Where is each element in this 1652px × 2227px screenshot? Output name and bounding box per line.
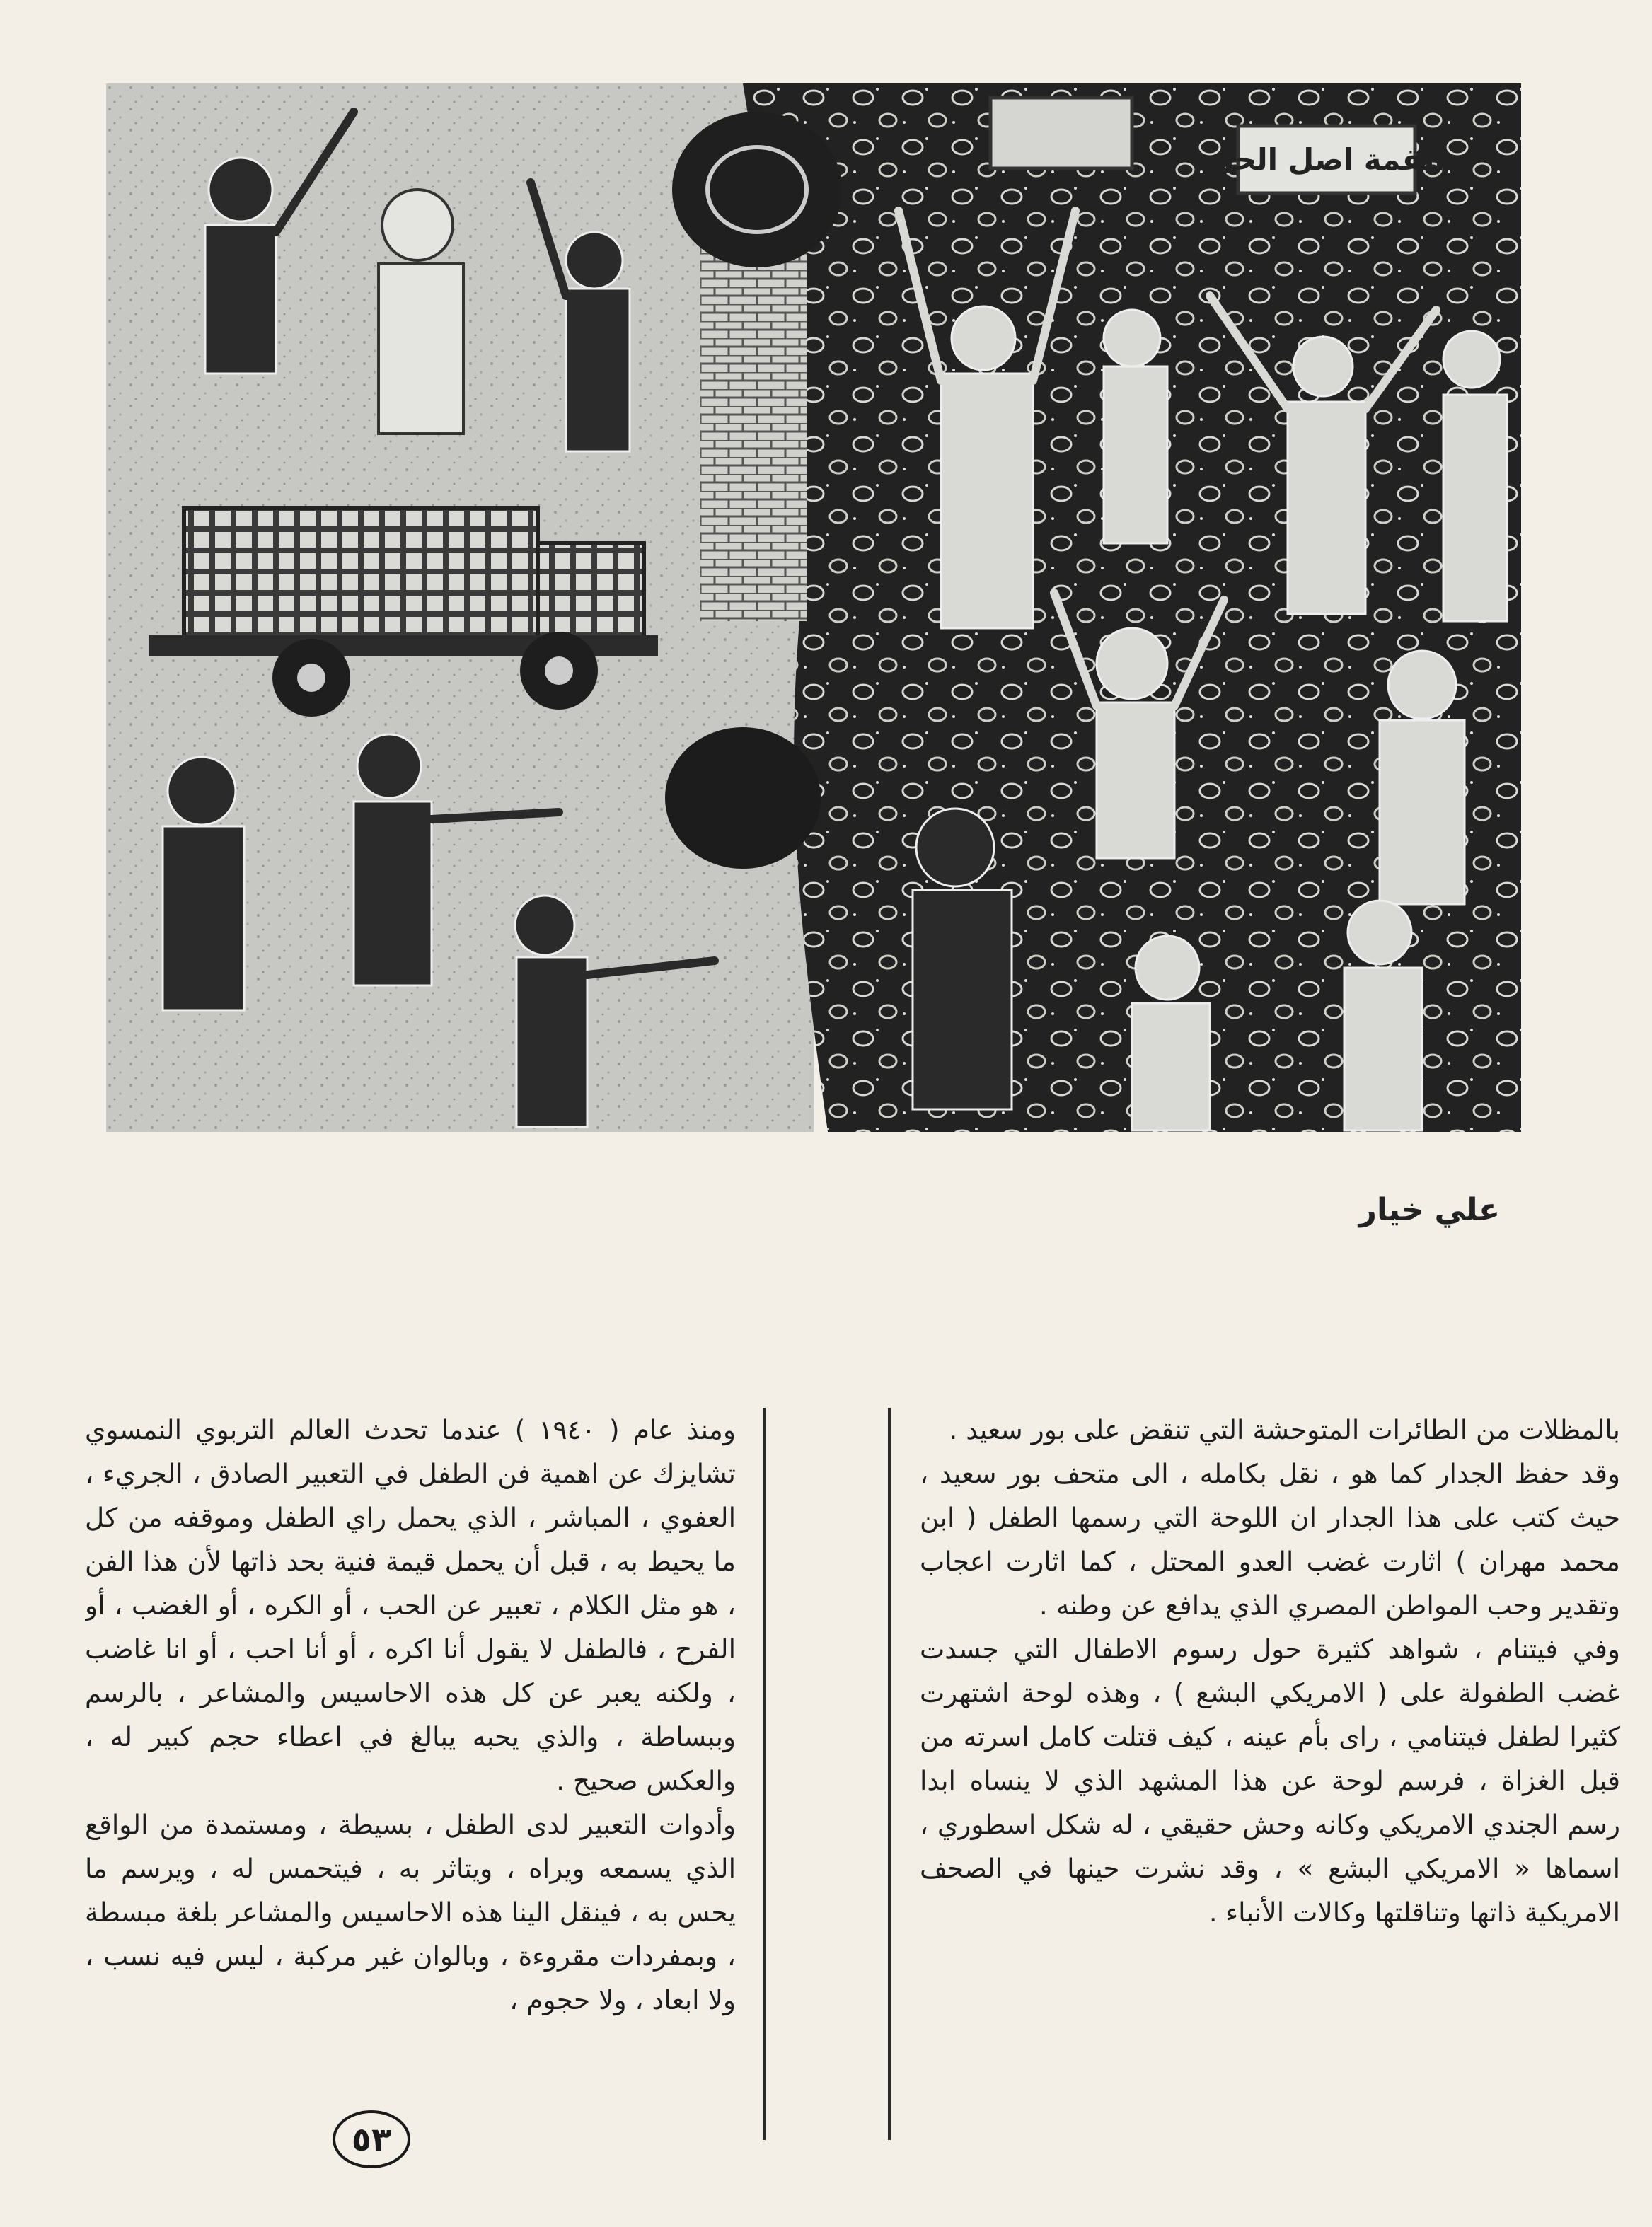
column-divider-right bbox=[888, 1408, 891, 2140]
paragraph: وقد حفظ الجدار كما هو ، نقل بكامله ، الى متحف بور سعيد ، حيث كتب على هذا الجدار ان اللوحة التي رسمها الطفل ( ابن محمد مهران ) اثارت غضب العدو المحتل ، كما اثارت اعجاب وتقدير وحب المواطن المصري الذي يدافع عن وطنه . bbox=[920, 1458, 1620, 1621]
article-column-right bbox=[920, 1408, 1620, 2115]
column-divider-left bbox=[763, 1408, 766, 2140]
artist-credit: علي خيار bbox=[1358, 1192, 1500, 1228]
drawing-svg bbox=[106, 83, 1521, 1132]
child-drawing-image bbox=[106, 83, 1521, 1132]
paragraph: ومنذ عام ( ١٩٤٠ ) عندما تحدث العالم التربوي النمسوي تشايزك عن اهمية فن الطفل في التعبير الصادق ، الجريء ، العفوي ، المباشر ، الذي يحمل راي الطفل وموقفه من كل ما يحيط به ، قبل أن يحمل قيمة فنية بحد ذاتها لأن هذا الفن ، هو مثل الكلام ، تعبير عن الحب ، أو الكره ، أو الغضب ، أو الفرح ، فالطفل لا يقول أنا اكره ، أو أنا احب ، أو انا غاضب ، ولكنه يعبر عن كل هذه الاحاسيس والمشاعر ، بالرسم وببساطة ، والذي يحبه يبالغ في اعطاء حجم كبير له ، والعكس صحيح . bbox=[85, 1414, 736, 1796]
banner-text: القمة اصل الحل bbox=[1208, 142, 1445, 177]
paragraph: وأدوات التعبير لدى الطفل ، بسيطة ، ومستمدة من الواقع الذي يسمعه ويراه ، ويتاثر به ، فيتحمس له ، ويرسم ما يحس به ، فينقل الينا هذه الاحاسيس والمشاعر بلغة مبسطة ، وبمفردات مقروءة ، وبالوان غير مركبة ، ليس فيه نسب ، ولا ابعاد ، ولا حجوم ، bbox=[85, 1809, 736, 2015]
page-number: ٥٣ bbox=[333, 2110, 410, 2168]
paragraph: وفي فيتنام ، شواهد كثيرة حول رسوم الاطفال التي جسدت غضب الطفولة على ( الامريكي البشع ) ، وهذه لوحة اشتهرت كثيرا لطفل فيتنامي ، راى بأم عينه ، كيف قتلت كامل اسرته من قبل الغزاة ، فرسم لوحة عن هذا المشهد الذي لا ينساه ابدا رسم الجندي الامريكي وكانه وحش حقيقي ، له شكل اسطوري ، اسماها « الامريكي البشع » ، وقد نشرت حينها في الصحف الامريكية ذاتها وتناقلتها وكالات الأنباء . bbox=[920, 1633, 1620, 1928]
paragraph: بالمظلات من الطائرات المتوحشة التي تنقض على بور سعيد . bbox=[949, 1414, 1620, 1445]
article-column-left bbox=[85, 1408, 736, 2115]
